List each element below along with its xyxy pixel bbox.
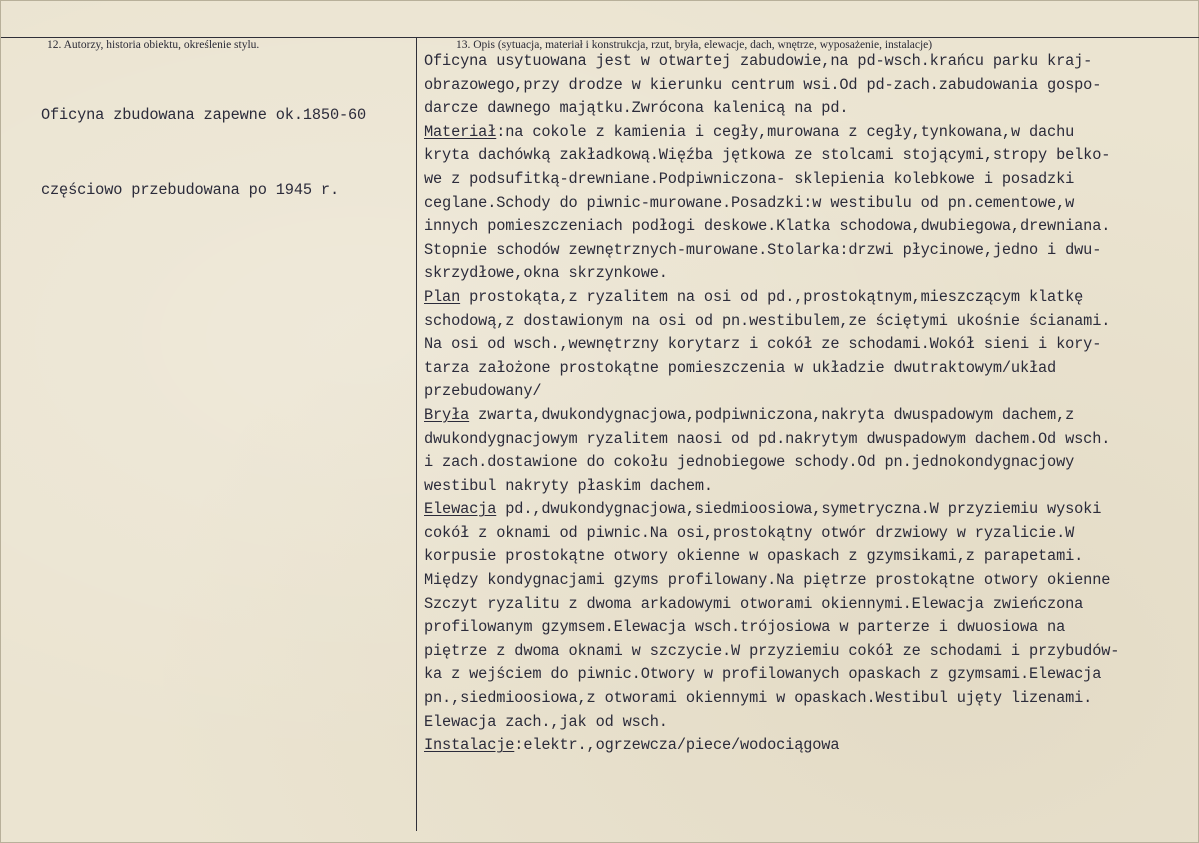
description-line xyxy=(424,333,1119,357)
line-text: ka z wejściem do piwnic.Otwory w profilowanych opaskach z gzymsami.Elewacja xyxy=(424,665,1102,684)
line-text: zwarta,dwukondygnacjowa,podpiwniczona,nakryta dwuspadowym dachem,z xyxy=(469,405,1075,424)
history-line: częściowo przebudowana po 1945 r. xyxy=(41,181,339,199)
description-line xyxy=(424,522,1119,546)
line-text: Stopnie schodów zewnętrznych-murowane.Stolarka:drzwi płycinowe,jedno i dwu- xyxy=(424,240,1102,259)
description-line xyxy=(424,380,1119,404)
description-line xyxy=(424,545,1119,569)
description-line xyxy=(424,121,1119,145)
line-text: i zach.dostawione do cokołu jednobiegowe schody.Od pn.jednokondygnacjowy xyxy=(424,453,1075,472)
description-line xyxy=(424,239,1119,263)
header-rule xyxy=(1,37,1199,38)
description-line xyxy=(424,663,1119,687)
line-text: korpusie prostokątne otwory okienne w opaskach z gzymsikami,z parapetami. xyxy=(424,547,1084,566)
description-line xyxy=(424,428,1119,452)
description-line xyxy=(424,475,1119,499)
description-line xyxy=(424,404,1119,428)
history-line: Oficyna zbudowana zapewne ok.1850-60 xyxy=(41,106,367,124)
description-line xyxy=(424,192,1119,216)
line-text: darcze dawnego majątku.Zwrócona kalenicą na pd. xyxy=(424,99,849,118)
description-line xyxy=(424,144,1119,168)
line-text: tarza założone prostokątne pomieszczenia w układzie dwutraktowym/układ xyxy=(424,358,1057,377)
line-text: Na osi od wsch.,wewnętrzny korytarz i cokół ze schodami.Wokół sieni i kory- xyxy=(424,335,1102,354)
description-line xyxy=(424,357,1119,381)
description-line xyxy=(424,97,1119,121)
section-label: Bryła xyxy=(424,405,470,424)
description-line xyxy=(424,451,1119,475)
description-text xyxy=(424,50,1119,758)
line-text: piętrze z dwoma oknami w szczycie.W przyziemiu cokół ze schodami i przybudów- xyxy=(424,641,1120,660)
description-line xyxy=(424,593,1119,617)
line-text: obrazowego,przy drodze w kierunku centrum wsi.Od pd-zach.zabudowania gospo- xyxy=(424,75,1102,94)
line-text: profilowanym gzymsem.Elewacja wsch.trójosiowa w parterze i dwuosiowa na xyxy=(424,618,1066,637)
line-text: skrzydłowe,okna skrzynkowe. xyxy=(424,264,668,283)
line-text: we z podsufitką-drewniane.Podpiwniczona- sklepienia kolebkowe i posadzki xyxy=(424,169,1075,188)
description-line xyxy=(424,168,1119,192)
line-text: pd.,dwukondygnacjowa,siedmioosiowa,symetryczna.W przyziemiu wysoki xyxy=(496,500,1102,519)
description-line xyxy=(424,640,1119,664)
line-text: Szczyt ryzalitu z dwoma arkadowymi otworami okiennymi.Elewacja zwieńczona xyxy=(424,594,1084,613)
line-text: Między kondygnacjami gzyms profilowany.Na piętrze prostokątne otwory okienne xyxy=(424,571,1111,590)
line-text: dwukondygnacjowym ryzalitem naosi od pd.nakrytym dwuspadowym dachem.Od wsch. xyxy=(424,429,1111,448)
description-line xyxy=(424,50,1119,74)
line-text: schodową,z dostawionym na osi od pn.westibulem,ze ściętymi ukośnie ścianami. xyxy=(424,311,1111,330)
description-line xyxy=(424,310,1119,334)
description-line xyxy=(424,734,1119,758)
section-label: Materiał xyxy=(424,122,497,141)
line-text: Oficyna usytuowana jest w otwartej zabudowie,na pd-wsch.krańcu parku kraj- xyxy=(424,52,1093,70)
section-label: Instalacje xyxy=(424,736,515,755)
description-line xyxy=(424,616,1119,640)
history-text xyxy=(41,53,366,253)
description-line xyxy=(424,569,1119,593)
description-line xyxy=(424,286,1119,310)
line-text: westibul nakryty płaskim dachem. xyxy=(424,476,713,495)
line-text: przebudowany/ xyxy=(424,382,542,401)
description-line xyxy=(424,215,1119,239)
description-line xyxy=(424,687,1119,711)
description-line xyxy=(424,262,1119,286)
left-column-header: 12. Autorzy, historia obiektu, określenie stylu. xyxy=(47,39,260,51)
line-text: innych pomieszczeniach podłogi deskowe.Klatka schodowa,dwubiegowa,drewniana. xyxy=(424,217,1111,236)
line-text: ceglane.Schody do piwnic-murowane.Posadzki:w westibulu od pn.cementowe,w xyxy=(424,193,1075,212)
line-text: kryta dachówką zakładkową.Więźba jętkowa ze stolcami stojącymi,stropy belko- xyxy=(424,146,1111,165)
line-text: :elektr.,ogrzewcza/piece/wodociągowa xyxy=(514,736,840,755)
section-label: Elewacja xyxy=(424,500,497,519)
section-label: Plan xyxy=(424,287,461,306)
line-text: prostokąta,z ryzalitem na osi od pd.,prostokątnym,mieszczącym klatkę xyxy=(460,287,1084,306)
line-text: cokół z oknami od piwnic.Na osi,prostokątny otwór drzwiowy w ryzalicie.W xyxy=(424,523,1075,542)
description-line xyxy=(424,711,1119,735)
line-text: Elewacja zach.,jak od wsch. xyxy=(424,712,668,731)
line-text: :na cokole z kamienia i cegły,murowana z cegły,tynkowana,w dachu xyxy=(496,122,1075,141)
description-line xyxy=(424,498,1119,522)
description-line xyxy=(424,74,1119,98)
right-column-header: 13. Opis (sytuacja, materiał i konstrukcja, rzut, bryła, elewacje, dach, wnętrze, wyposażenie, instalacje) xyxy=(456,39,933,51)
line-text: pn.,siedmioosiowa,z otworami okiennymi w opaskach.Westibul ujęty lizenami. xyxy=(424,689,1093,708)
column-divider xyxy=(416,37,417,831)
